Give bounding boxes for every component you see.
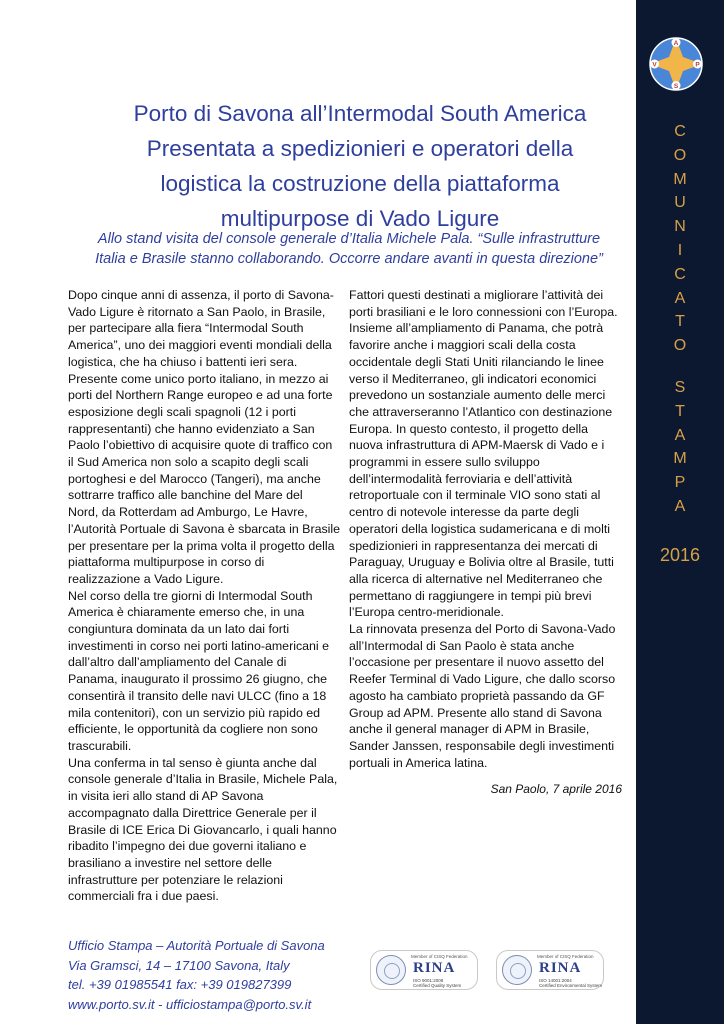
- body-text-line: Group ad APM. Presente allo stand di Savona: [349, 705, 602, 720]
- stampa-letter: S: [674, 379, 686, 396]
- comunicato-letter: O: [673, 146, 687, 164]
- stampa-vertical: [636, 376, 724, 519]
- body-text-line: agosto ha cambiato proprietà passando da GF: [349, 688, 605, 703]
- footer-contact: [68, 936, 368, 1014]
- body-text-line: alla ricerca di alternative nel Mediterraneo che: [349, 571, 603, 586]
- page-title: [90, 96, 630, 236]
- body-text-line: Sander Janssen, responsabile degli investimenti: [349, 738, 615, 753]
- comunicato-letter: C: [674, 123, 686, 140]
- body-text-line: mila contenitori), con un servizio più rapido ed: [68, 705, 321, 720]
- body-text-line: portuali in America latina.: [349, 755, 488, 770]
- body-text-line: all’Intermodal di San Paolo è stata anche: [349, 638, 575, 653]
- comunicato-letter: I: [677, 241, 683, 259]
- body-text-line: Dopo cinque anni di assenza, il porto di Savona-: [68, 288, 334, 302]
- footer-office: Ufficio Stampa – Autorità Portuale di Savona: [68, 938, 325, 953]
- logo-letter-v: V: [652, 61, 657, 69]
- body-text-line: operatori della logistica sudamericana e di molti: [349, 521, 611, 536]
- cert-iso-desc: Certified Environmental System: [539, 983, 603, 988]
- body-text-line: Nord, da Rotterdam ad Amburgo, Le Havre,: [68, 505, 308, 520]
- rina-seal-icon: [502, 955, 532, 985]
- title-line: logistica la costruzione della piattaforma: [160, 171, 560, 196]
- body-text-line: dell’intermodalità ferroviaria e dell’attività: [349, 471, 573, 486]
- comunicato-letter: C: [674, 265, 686, 283]
- body-text-line: congiuntura dominata da un lato dai forti: [68, 622, 290, 637]
- body-text-line: Presente come unico porto italiano, in mezzo ai: [68, 371, 329, 386]
- body-text-line: Brasile di ICE Erica Di Giovancarlo, i quali hanno: [68, 822, 337, 837]
- vap-globe-logo-icon: [648, 36, 704, 92]
- body-column-left: [68, 287, 340, 905]
- rina-certification-badge: [370, 950, 478, 990]
- body-text-line: retroportuale con il terminale VIO sono stati al: [349, 488, 601, 503]
- body-text-line: portoghesi e del Marocco (Tangeri), ma anche: [68, 471, 321, 486]
- body-text-line: Europa. In questo contesto, il progetto della: [349, 421, 589, 436]
- title-line: multipurpose di Vado Ligure: [220, 206, 500, 231]
- body-text-line: il Sud America non solo a scapito degli scali: [68, 455, 309, 470]
- body-text-line: occidentale degli Stati Uniti rilanciando le linee: [349, 354, 604, 369]
- stampa-letter: T: [675, 402, 685, 420]
- stampa-letter: A: [674, 426, 686, 444]
- cert-brand: RINA: [539, 960, 582, 976]
- year-label: 2016: [659, 545, 701, 565]
- rina-seal-icon: [376, 955, 406, 985]
- body-text-line: ribadito l’impegno dei due governi italiano e: [68, 839, 307, 854]
- subtitle-line: Allo stand visita del console generale d’Italia Michele Pala. “Sulle infrastrutture: [97, 231, 601, 247]
- footer-address: Via Gramsci, 14 – 17100 Savona, Italy: [68, 957, 290, 973]
- body-text-line: dall’altro dall’ampliamento del Canale di: [68, 655, 287, 670]
- body-text-line: La rinnovata presenza del Porto di Savona-Vado: [349, 622, 616, 637]
- body-text-line: l’occasione per presentare il nuovo assetto del: [349, 655, 604, 670]
- body-text-line: console generale d’Italia in Brasile, Michele Pala,: [68, 772, 338, 787]
- body-text-line: rappresentanti) che hanno evidenziato a San: [68, 421, 315, 436]
- rina-certification-badge: [496, 950, 604, 990]
- subtitle-line: Italia e Brasile stanno collaborando. Occorre andare avanti in questa direzione”: [95, 251, 603, 267]
- body-text-line: permettano di raggiungere in tempi più brevi: [349, 588, 592, 603]
- cert-iso-number: ISO 14001:2004: [539, 978, 572, 983]
- body-text-line: America”, uno dei maggiori eventi mondiali della: [68, 338, 332, 353]
- body-text-line: che attraverseranno l’Atlantico con destinazione: [349, 404, 613, 419]
- body-text-line: nuova infrastruttura di APM-Maersk di Vado e i: [349, 438, 605, 453]
- logo-letter-a: A: [673, 40, 679, 47]
- body-text-line: commerciali fra i due paesi.: [68, 889, 219, 904]
- body-text-line: prevedono un sostanziale aumento delle merci: [349, 388, 606, 403]
- body-text-line: infrastrutture per potenziare le relazioni: [68, 872, 283, 887]
- cert-iso: [413, 978, 461, 988]
- logo-letter-p: P: [695, 61, 700, 69]
- footer-web-email[interactable]: www.porto.sv.it - ufficiostampa@porto.sv.it: [68, 996, 312, 1012]
- body-text-line: porti brasiliani e le loro connessioni con l’Europa.: [349, 304, 618, 319]
- body-text-line: Fattori questi destinati a migliorare l’attività dei: [349, 288, 604, 302]
- body-text-line: piattaforma multipurpose in corso di: [68, 555, 265, 570]
- body-text-line: sottrarre traffico alle banchine del Mare del: [68, 488, 303, 503]
- comunicato-letter: U: [674, 194, 686, 212]
- body-text-line: esposizione degli scali spagnoli (12 i porti: [68, 404, 296, 419]
- body-text-line: Vado Ligure è ritornato a San Paolo, in Brasile,: [68, 304, 326, 319]
- cert-iso-number: ISO 9001:2008: [413, 978, 444, 983]
- body-text-line: Paolo l’obiettivo di acquisire quote di traffico con: [68, 438, 333, 453]
- footer-phone: tel. +39 01985541 fax: +39 019827399: [68, 977, 292, 992]
- body-text-line: accompagnato dalla Direttrice Generale per il: [68, 805, 317, 820]
- subtitle: [64, 229, 634, 269]
- cert-iso: [539, 978, 602, 988]
- dateline: San Paolo, 7 aprile 2016: [490, 782, 622, 796]
- body-text-line: investimenti in corso nei porti latino-americani e: [68, 638, 330, 653]
- stampa-letter: A: [674, 497, 686, 515]
- body-text-line: consentirà il transito delle navi ULCC (fino a 18: [68, 688, 327, 703]
- body-text-line: centro di notevole interesse da parte degli: [349, 505, 580, 520]
- body-text-line: logistica, che ha chiuso i battenti ieri sera.: [68, 354, 298, 369]
- body-text-line: l’Europa centro-meridionale.: [349, 605, 504, 620]
- comunicato-letter: M: [673, 170, 687, 188]
- comunicato-letter: A: [674, 289, 686, 307]
- stampa-letter: M: [673, 450, 687, 468]
- cert-brand: RINA: [413, 960, 456, 976]
- body-text-line: Paraguay, Uruguay e Bolivia oltre al Brasile, tutti: [349, 555, 614, 570]
- title-line: Porto di Savona all’Intermodal South America: [133, 101, 587, 126]
- stampa-letter: P: [674, 474, 686, 492]
- body-text-line: anche il general manager di APM in Brasile,: [349, 722, 590, 737]
- body-text-line: trascurabili.: [68, 738, 132, 753]
- body-text-line: Insieme all’ampliamento di Panama, che potrà: [349, 321, 604, 336]
- body-text-line: realizzazione a Vado Ligure.: [68, 571, 224, 586]
- body-text-line: Reefer Terminal di Vado Ligure, che dallo scorso: [349, 672, 616, 687]
- title-line: Presentata a spedizionieri e operatori della: [146, 136, 574, 161]
- comunicato-letter: O: [673, 337, 687, 355]
- body-text-line: efficiente, le opportunità da cogliere non sono: [68, 722, 318, 737]
- body-text-line: America è chiaramente emerso che, in una: [68, 605, 305, 620]
- body-text-line: verso il Mediterraneo, gli indicatori economici: [349, 371, 597, 386]
- body-text-line: porti del Northern Range europeo e ad una forte: [68, 388, 333, 403]
- body-text-line: brasiliano a investire nel settore delle: [68, 855, 272, 870]
- body-text-line: Una conferma in tal senso è giunta anche dal: [68, 755, 317, 770]
- body-text-line: l’Autorità Portuale di Savona è sbarcata in Brasile: [68, 521, 341, 536]
- body-text-line: programmi in essere sullo sviluppo: [349, 455, 540, 470]
- body-text-line: Nel corso della tre giorni di Intermodal South: [68, 588, 313, 603]
- comunicato-letter: T: [675, 313, 685, 331]
- logo-letter-s: S: [673, 83, 679, 90]
- body-text-line: in visita ieri allo stand di AP Savona: [68, 789, 264, 804]
- body-text-line: per partecipare alla fiera “Intermodal South: [68, 321, 304, 336]
- cert-iso-desc: Certified Quality System: [413, 983, 462, 988]
- body-text-line: Panama, inaugurato il prossimo 26 giugno, che: [68, 672, 327, 687]
- body-column-right: [349, 287, 629, 771]
- cert-member: Member of CISQ Federation: [411, 954, 468, 959]
- body-text-line: spedizionieri in rappresentanza dei mercati di: [349, 538, 598, 553]
- comunicato-letter: N: [674, 218, 686, 236]
- body-text-line: per presentare per la prima volta il progetto della: [68, 538, 335, 553]
- cert-member: Member of CISQ Federation: [537, 954, 594, 959]
- body-text-line: favorire anche i maggiori scali della costa: [349, 338, 576, 353]
- comunicato-vertical: [636, 120, 724, 358]
